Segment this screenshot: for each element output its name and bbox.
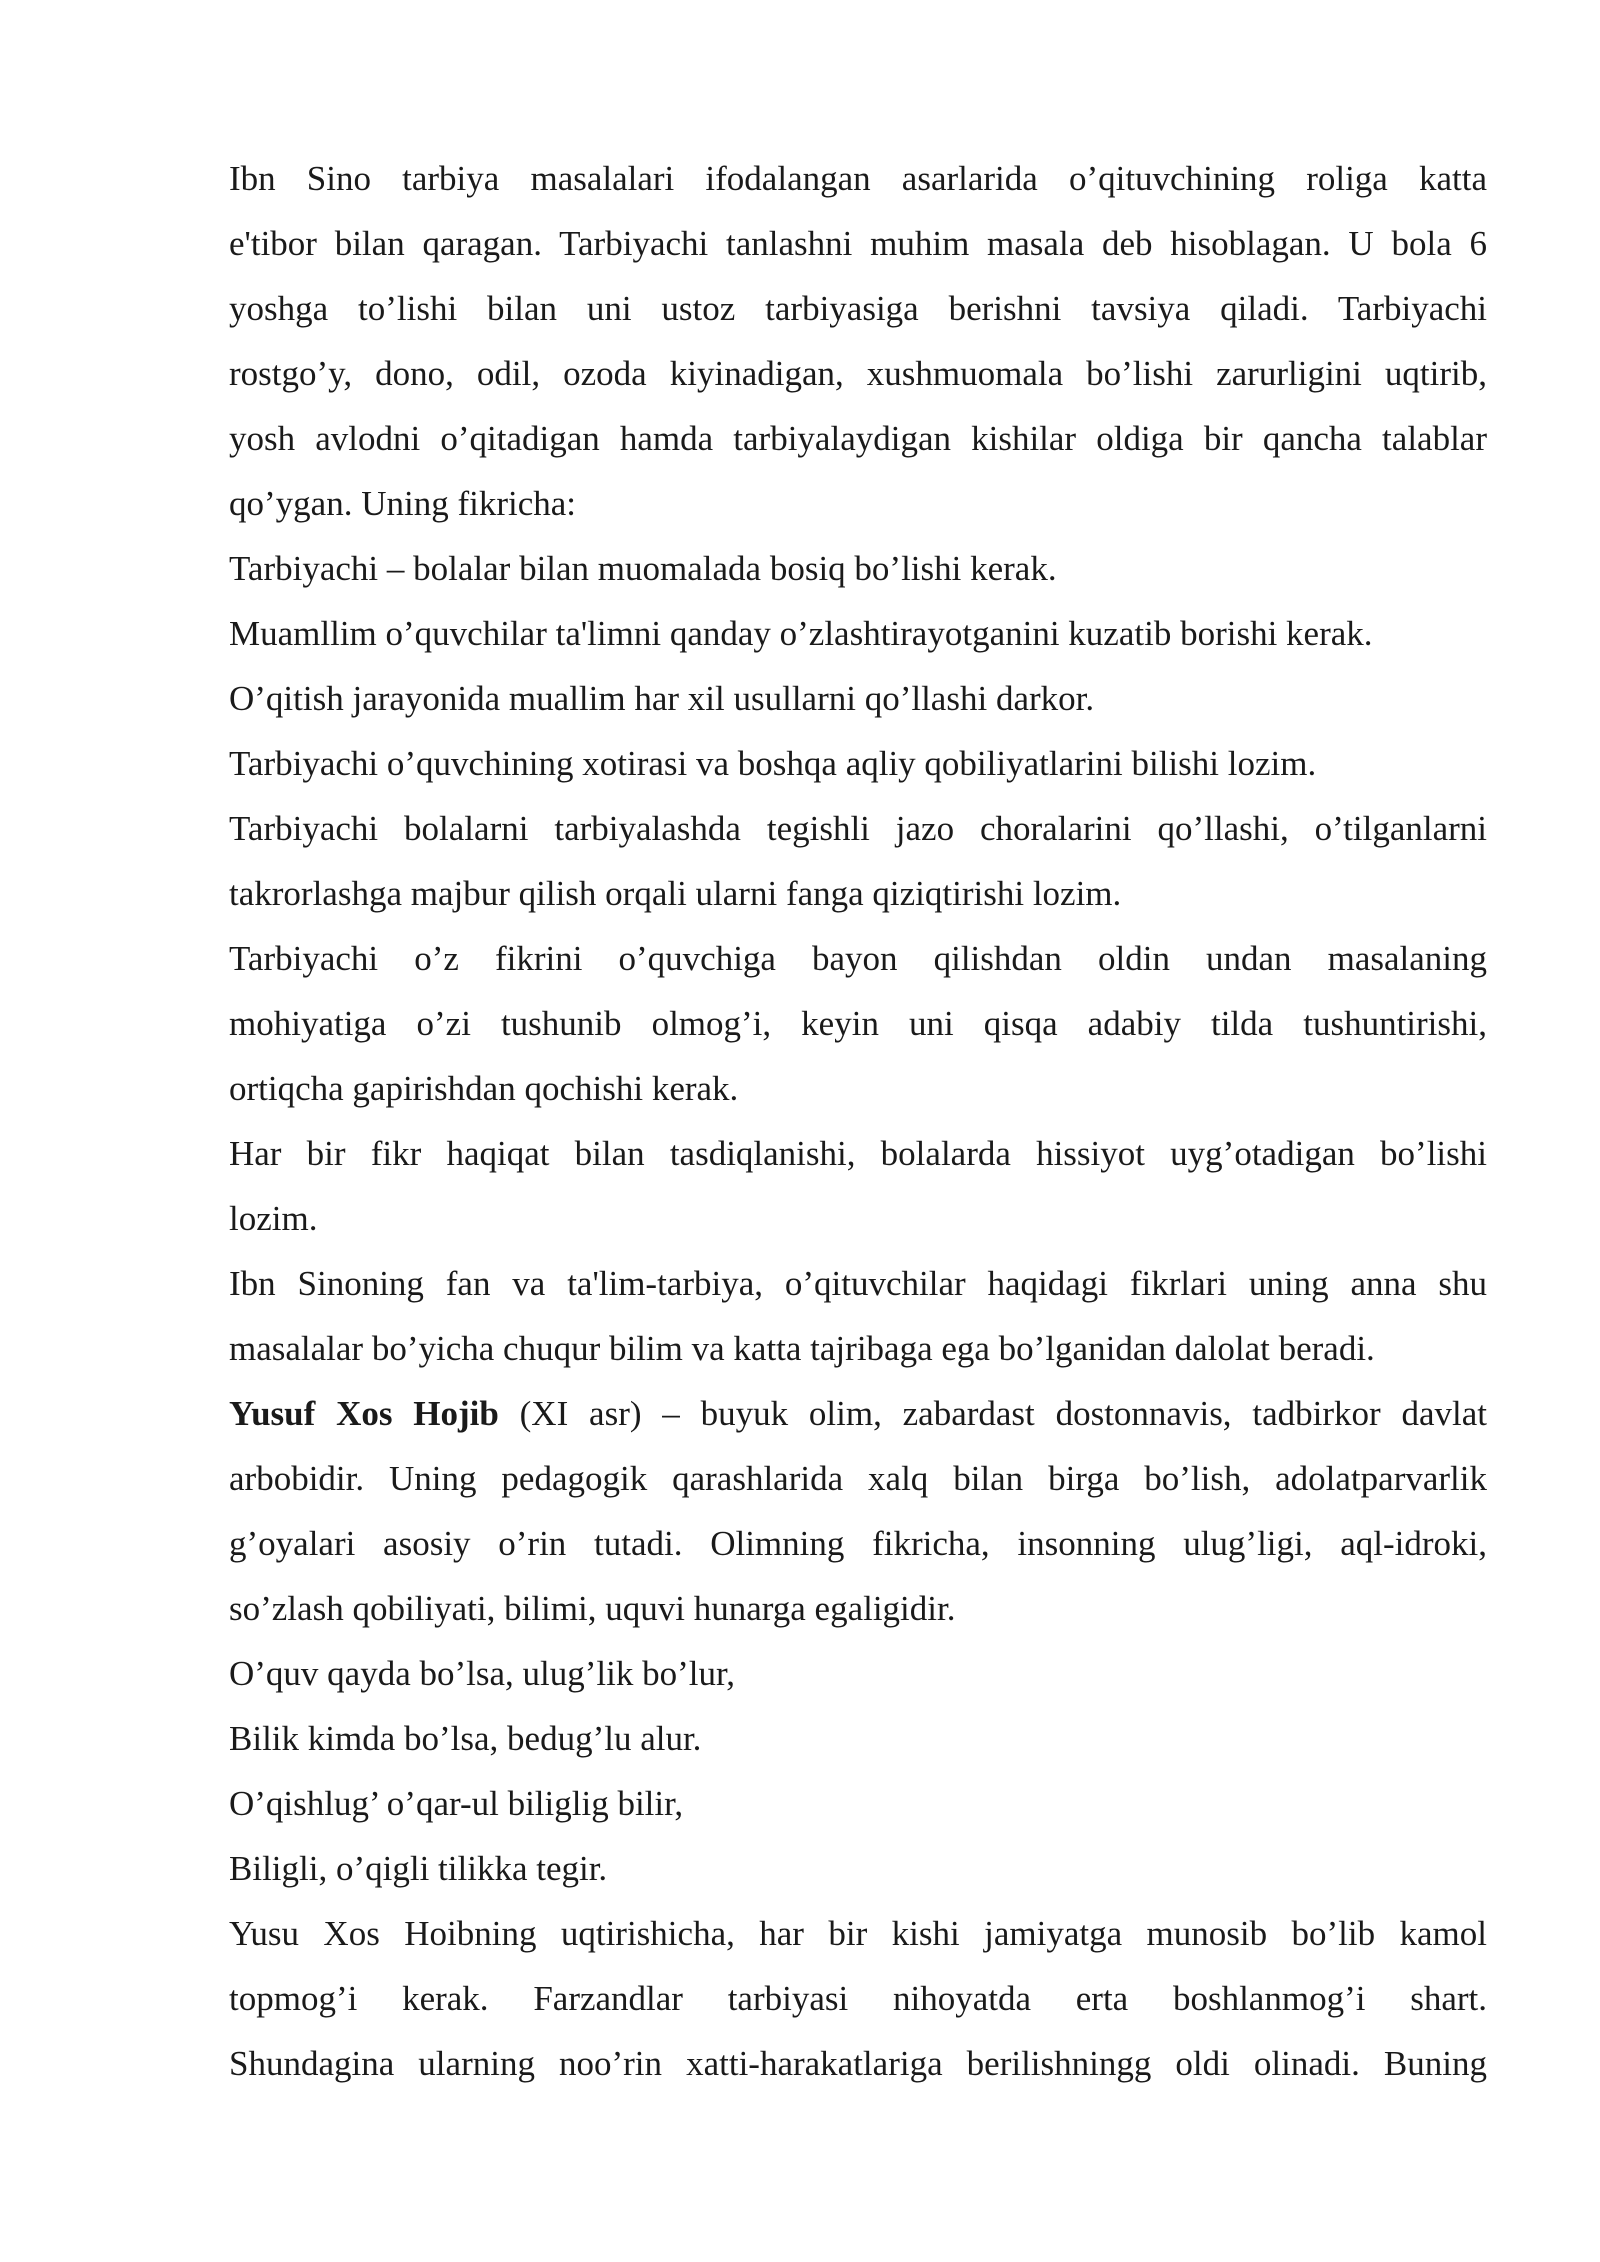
text-line: Har bir fikr haqiqat bilan tasdiqlanishi, bolalarda hissiyot uyg’otadigan bo’lishi	[229, 1134, 1487, 1173]
paragraph-requirement: Muamllim o’quvchilar ta'limni qanday o’zlashtirayotganini kuzatib borishi kerak.	[229, 614, 1373, 653]
poem-line: O’quv qayda bo’lsa, ulug’lik bo’lur,	[229, 1654, 735, 1693]
paragraph-requirement	[229, 1121, 1487, 1251]
document-page	[229, 146, 1487, 2096]
text-line: masalalar bo’yicha chuqur bilim va katta tajribaga ega bo’lganidan dalolat beradi.	[229, 1329, 1375, 1368]
text-line: so’zlash qobiliyati, bilimi, uquvi hunarga egaligidir.	[229, 1589, 956, 1628]
text-run: (XI asr) – buyuk olim, zabardast dostonnavis, tadbirkor davlat	[498, 1394, 1487, 1433]
paragraph-requirement	[229, 796, 1487, 926]
text-line: Shundagina ularning noo’rin xatti-harakatlariga berilishningg oldi olinadi. Buning	[229, 2044, 1487, 2083]
paragraph-requirement	[229, 926, 1487, 1121]
text-line: lozim.	[229, 1199, 318, 1238]
text-line: arbobidir. Uning pedagogik qarashlarida xalq bilan birga bo’lish, adolatparvarlik	[229, 1459, 1487, 1498]
text-line: rostgo’y, dono, odil, ozoda kiyinadigan, xushmuomala bo’lishi zarurligini uqtirib,	[229, 354, 1487, 393]
text-line: ortiqcha gapirishdan qochishi kerak.	[229, 1069, 739, 1108]
text-line: takrorlashga majbur qilish orqali ularni fanga qiziqtirishi lozim.	[229, 874, 1122, 913]
paragraph-ibn-sino-intro	[229, 146, 1487, 536]
text-line: g’oyalari asosiy o’rin tutadi. Olimning fikricha, insonning ulug’ligi, aql-idroki,	[229, 1524, 1487, 1563]
paragraph-ibn-sino-conclusion	[229, 1251, 1487, 1381]
text-line: qo’ygan. Uning fikricha:	[229, 484, 576, 523]
text-line: yosh avlodni o’qitadigan hamda tarbiyalaydigan kishilar oldiga bir qancha talablar	[229, 419, 1487, 458]
text-line: Yusu Xos Hoibning uqtirishicha, har bir kishi jamiyatga munosib bo’lib kamol	[229, 1914, 1487, 1953]
paragraph-requirement: O’qitish jarayonida muallim har xil usullarni qo’llashi darkor.	[229, 679, 1095, 718]
poem-line: Bilik kimda bo’lsa, bedug’lu alur.	[229, 1719, 702, 1758]
paragraph-yusuf-upbringing	[229, 1901, 1487, 2096]
paragraph-requirement: Tarbiyachi o’quvchining xotirasi va boshqa aqliy qobiliyatlarini bilishi lozim.	[229, 744, 1317, 783]
paragraph-requirement: Tarbiyachi – bolalar bilan muomalada bosiq bo’lishi kerak.	[229, 549, 1057, 588]
text-line: e'tibor bilan qaragan. Tarbiyachi tanlashni muhim masala deb hisoblagan. U bola 6	[229, 224, 1487, 263]
paragraph-yusuf-xos-hojib	[229, 1381, 1487, 1641]
bold-name: Yusuf Xos Hojib	[229, 1394, 499, 1433]
text-line: Tarbiyachi o’z fikrini o’quvchiga bayon qilishdan oldin undan masalaning	[229, 939, 1487, 978]
text-line: Tarbiyachi bolalarni tarbiyalashda tegishli jazo choralarini qo’llashi, o’tilganlarni	[229, 809, 1487, 848]
poem-line: Biligli, o’qigli tilikka tegir.	[229, 1849, 608, 1888]
text-line: yoshga to’lishi bilan uni ustoz tarbiyasiga berishni tavsiya qiladi. Tarbiyachi	[229, 289, 1487, 328]
poem-line: O’qishlug’ o’qar-ul biliglig bilir,	[229, 1784, 684, 1823]
text-line	[229, 1381, 1487, 1446]
text-line: Ibn Sino tarbiya masalalari ifodalangan asarlarida o’qituvchining roliga katta	[229, 159, 1487, 198]
text-line: mohiyatiga o’zi tushunib olmog’i, keyin uni qisqa adabiy tilda tushuntirishi,	[229, 1004, 1487, 1043]
text-line: topmog’i kerak. Farzandlar tarbiyasi nihoyatda erta boshlanmog’i shart.	[229, 1979, 1487, 2018]
text-line: Ibn Sinoning fan va ta'lim-tarbiya, o’qituvchilar haqidagi fikrlari uning anna shu	[229, 1264, 1487, 1303]
